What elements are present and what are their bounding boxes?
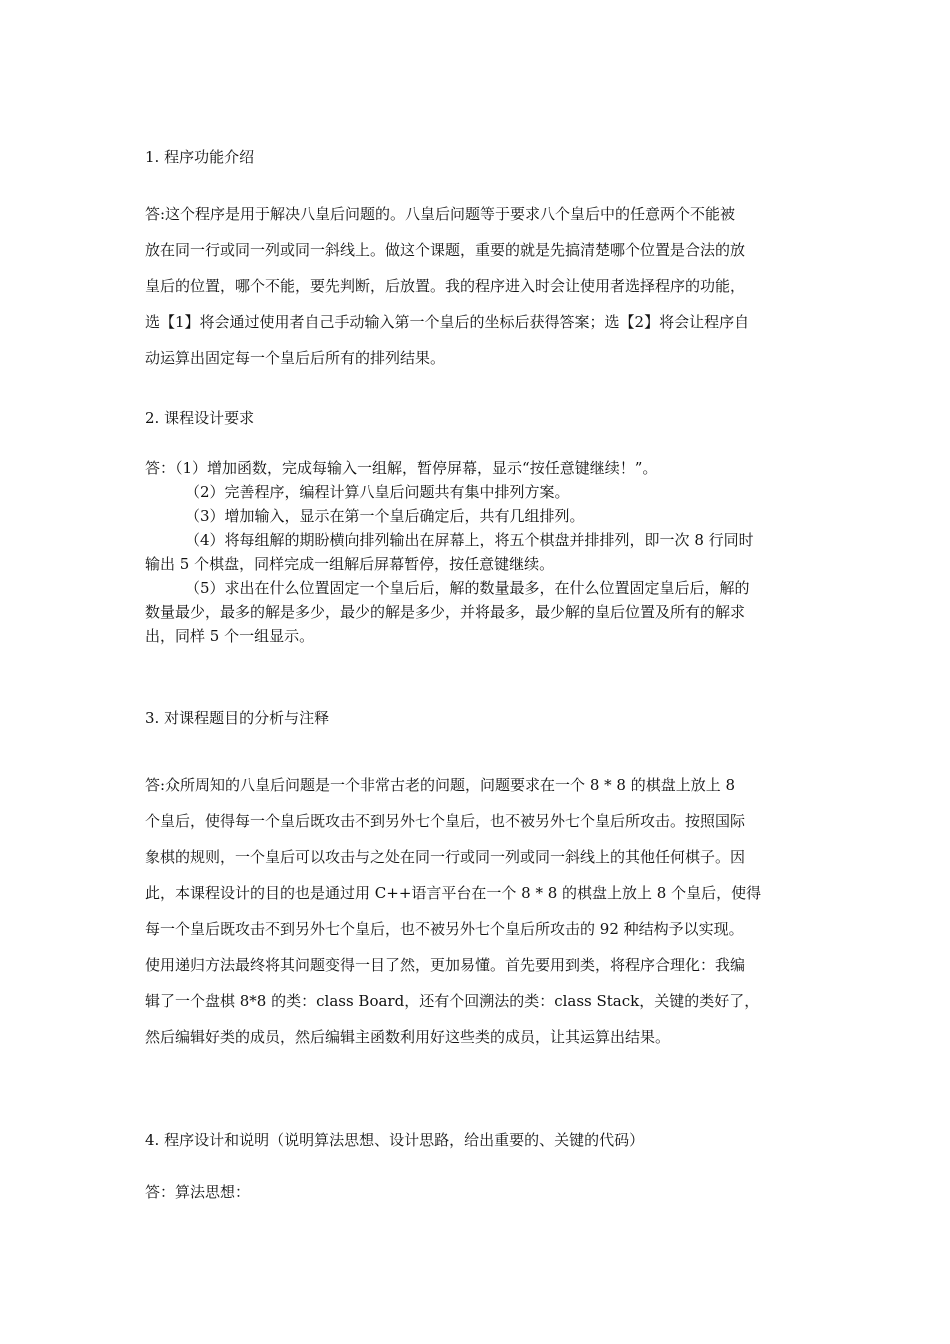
section-1-heading: 1. 程序功能介绍 <box>145 148 255 166</box>
section-3-line: 象棋的规则，一个皇后可以攻击与之处在同一行或同一列或同一斜线上的其他任何棋子。因 <box>145 848 746 866</box>
section-1-line: 选【1】将会通过使用者自己手动输入第一个皇后的坐标后获得答案；选【2】将会让程序自 <box>145 313 750 331</box>
section-4-line: 答：算法思想： <box>145 1183 251 1201</box>
section-2-paragraph <box>145 456 810 648</box>
section-2-line: （5）求出在什么位置固定一个皇后后，解的数量最多，在什么位置固定皇后后，解的 <box>185 579 750 597</box>
section-1-line: 放在同一行或同一列或同一斜线上。做这个课题，重要的就是先搞清楚哪个位置是合法的放 <box>145 241 746 259</box>
section-1-paragraph <box>145 196 810 376</box>
section-3-line: 使用递归方法最终将其问题变得一目了然，更加易懂。首先要用到类，将程序合理化：我编 <box>145 956 746 974</box>
section-1-line: 答:这个程序是用于解决八皇后问题的。八皇后问题等于要求八个皇后中的任意两个不能被 <box>145 205 736 223</box>
section-3-line: 辑了一个盘棋 8*8 的类：class Board，还有个回溯法的类：class Stack，关键的类好了， <box>145 992 760 1010</box>
section-3-line: 答:众所周知的八皇后问题是一个非常古老的问题，问题要求在一个 8 * 8 的棋盘上放上 8 <box>145 776 736 794</box>
section-3-line: 此，本课程设计的目的也是通过用 C++语言平台在一个 8 * 8 的棋盘上放上 8 个皇后，使得 <box>145 884 762 902</box>
section-2-line: 输出 5 个棋盘，同样完成一组解后屏幕暂停，按任意键继续。 <box>145 555 555 573</box>
section-3-line: 个皇后，使得每一个皇后既攻击不到另外七个皇后，也不被另外七个皇后所攻击。按照国际 <box>145 812 746 830</box>
section-2-line: （4）将每组解的期盼横向排列输出在屏幕上，将五个棋盘并排排列，即一次 8 行同时 <box>185 531 754 549</box>
section-3-heading: 3. 对课程题目的分析与注释 <box>145 709 330 727</box>
section-2-heading: 2. 课程设计要求 <box>145 409 255 427</box>
section-1-line: 皇后的位置，哪个不能，要先判断，后放置。我的程序进入时会让使用者选择程序的功能， <box>145 277 746 295</box>
section-3-line: 然后编辑好类的成员，然后编辑主函数利用好这些类的成员，让其运算出结果。 <box>145 1028 671 1046</box>
section-1-line: 动运算出固定每一个皇后后所有的排列结果。 <box>145 349 446 367</box>
section-4-heading: 4. 程序设计和说明（说明算法思想、设计思路，给出重要的、关键的代码） <box>145 1131 645 1149</box>
section-2-line: （3）增加输入，显示在第一个皇后确定后，共有几组排列。 <box>185 507 585 525</box>
section-3-paragraph <box>145 767 810 1055</box>
section-2-line: 出，同样 5 个一组显示。 <box>145 627 315 645</box>
section-2-line: 答：（1）增加函数，完成每输入一组解，暂停屏幕，显示“按任意键继续！”。 <box>145 459 658 477</box>
section-2-line: 数量最少，最多的解是多少，最少的解是多少，并将最多，最少解的皇后位置及所有的解求 <box>145 603 746 621</box>
section-3-line: 每一个皇后既攻击不到另外七个皇后，也不被另外七个皇后所攻击的 92 种结构予以实现。 <box>145 920 744 938</box>
section-2-line: （2）完善程序，编程计算八皇后问题共有集中排列方案。 <box>185 483 570 501</box>
section-4-paragraph <box>145 1174 810 1210</box>
